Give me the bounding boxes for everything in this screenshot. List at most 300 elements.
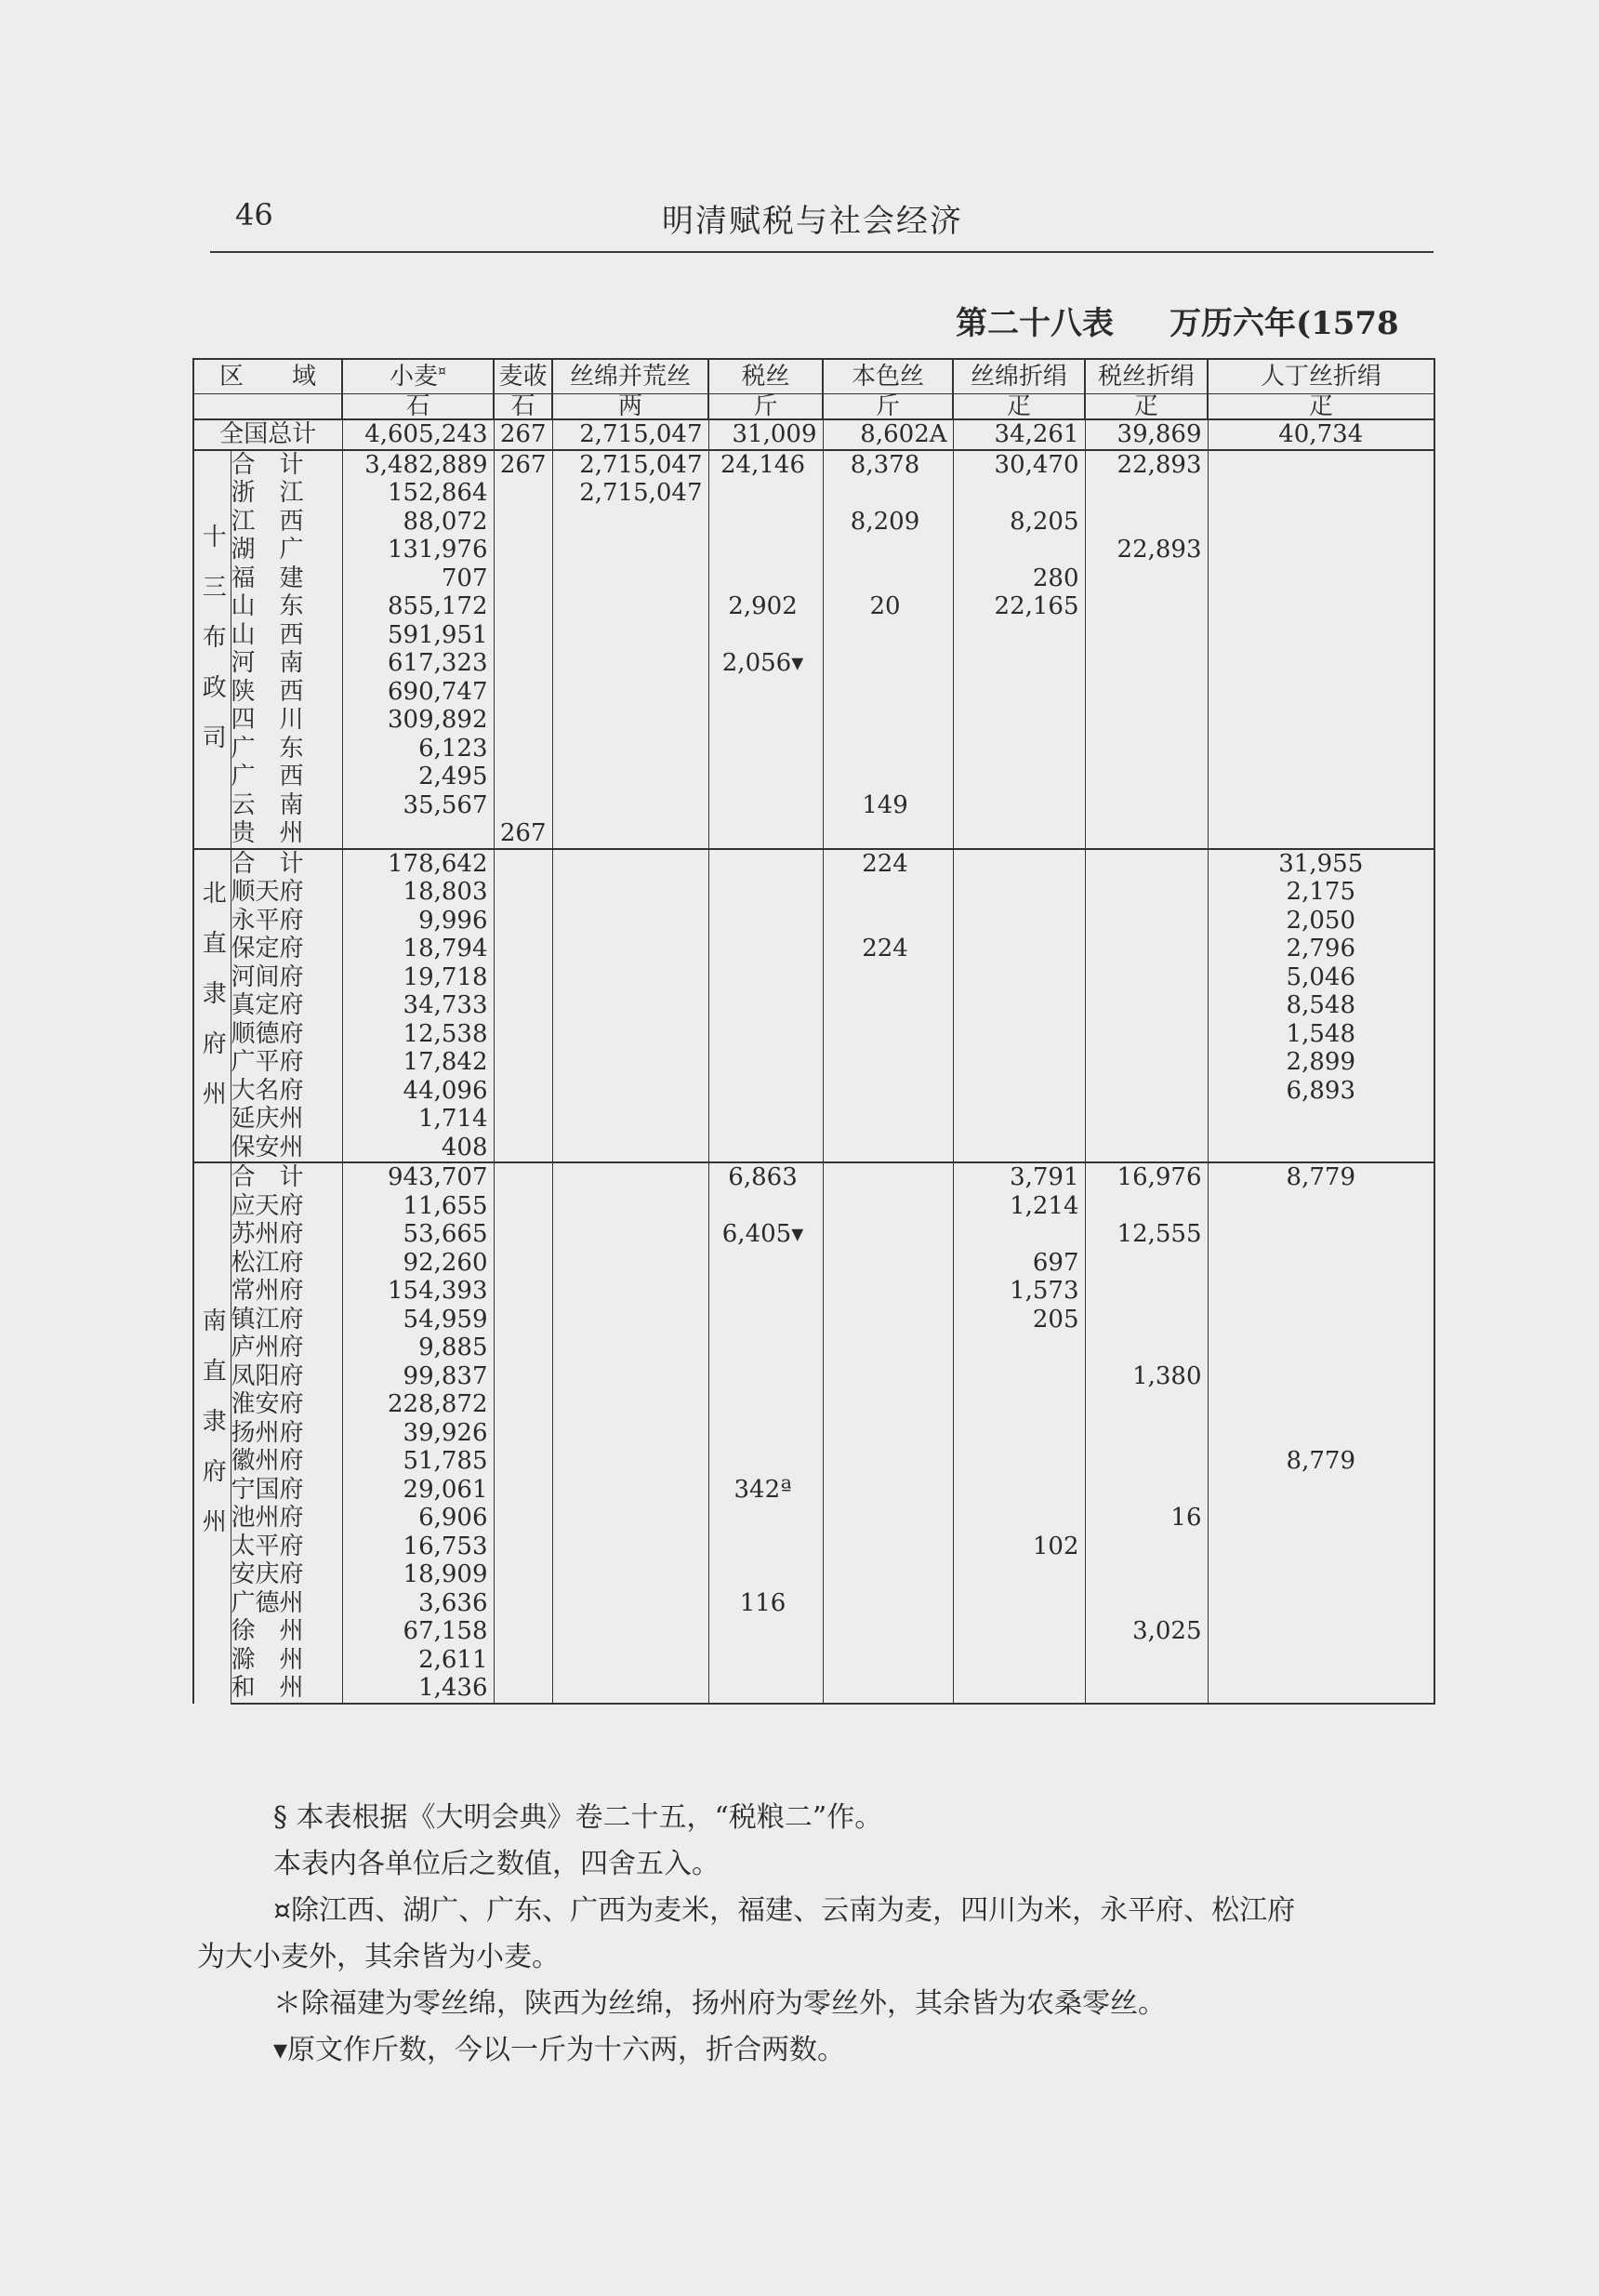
- table-cell: [1085, 1533, 1208, 1561]
- table-cell: [1208, 1560, 1434, 1589]
- table-cell: [552, 1533, 708, 1561]
- table-cell: [1208, 479, 1434, 508]
- table-cell: [823, 1249, 953, 1278]
- table-cell: [708, 1674, 823, 1704]
- table-cell: [953, 991, 1085, 1020]
- table-cell: [552, 1077, 708, 1106]
- table-cell: [1208, 536, 1434, 564]
- table-cell: [1208, 621, 1434, 650]
- region-name: 云 南: [231, 791, 342, 820]
- table-cell: [494, 1533, 552, 1561]
- table-cell: 8,602A: [823, 419, 953, 450]
- table-cell: [823, 564, 953, 593]
- table-cell: [1085, 878, 1208, 907]
- table-cell: [552, 1306, 708, 1334]
- table-cell: [953, 621, 1085, 650]
- table-cell: [1085, 1105, 1208, 1134]
- region-name: 延庆州: [231, 1105, 342, 1134]
- footnote-wheat: ¤除江西、湖广、广东、广西为麦米，福建、云南为麦，四川为米，永平府、松江府: [273, 1894, 1296, 1927]
- table-row: [193, 878, 1434, 907]
- table-cell: 18,794: [342, 935, 494, 963]
- table-cell: [552, 706, 708, 735]
- table-cell: [494, 1277, 552, 1306]
- table-cell: [1208, 706, 1434, 735]
- national-total-label: 全国总计: [193, 419, 342, 450]
- region-name: 四 川: [231, 706, 342, 735]
- table-cell: 2,495: [342, 763, 494, 791]
- table-cell: [823, 907, 953, 936]
- table-cell: [708, 1249, 823, 1278]
- table-cell: [823, 1589, 953, 1618]
- table-cell: [1085, 1419, 1208, 1448]
- region-name: 常州府: [231, 1277, 342, 1306]
- table-cell: [708, 763, 823, 791]
- table-cell: [953, 1134, 1085, 1163]
- table-cell: [1208, 1617, 1434, 1646]
- table-cell: 53,665: [342, 1220, 494, 1249]
- unit-capitation-silk: 疋: [1208, 394, 1434, 420]
- table-cell: 39,926: [342, 1419, 494, 1448]
- table-row: [193, 508, 1434, 537]
- table-cell: [494, 1020, 552, 1049]
- table-cell: [1208, 1362, 1434, 1391]
- table-cell: [494, 1105, 552, 1134]
- table-cell: 39,869: [1085, 419, 1208, 450]
- table-cell: [552, 1192, 708, 1221]
- table-cell: [823, 649, 953, 678]
- table-cell: 22,165: [953, 592, 1085, 621]
- table-row: [193, 1504, 1434, 1533]
- region-name: 松江府: [231, 1249, 342, 1278]
- table-cell: [823, 706, 953, 735]
- table-cell: [1208, 1419, 1434, 1448]
- table-cell: [494, 564, 552, 593]
- table-cell: [953, 479, 1085, 508]
- table-cell: 16,976: [1085, 1162, 1208, 1192]
- region-name: 合 计: [231, 1162, 342, 1192]
- table-cell: [823, 1447, 953, 1476]
- table-cell: [1208, 1249, 1434, 1278]
- table-cell: 690,747: [342, 678, 494, 707]
- table-cell: 30,470: [953, 450, 1085, 480]
- table-cell: [494, 1162, 552, 1192]
- table-cell: [1085, 1048, 1208, 1077]
- table-row: [193, 1476, 1434, 1505]
- region-name: 苏州府: [231, 1220, 342, 1249]
- table-cell: [494, 592, 552, 621]
- table-cell: 1,380: [1085, 1362, 1208, 1391]
- table-cell: [953, 1674, 1085, 1704]
- table-cell: [494, 678, 552, 707]
- col-header-floss-to-cloth: 丝绵折绢: [953, 359, 1085, 394]
- table-cell: 1,214: [953, 1192, 1085, 1221]
- table-row: [193, 1617, 1434, 1646]
- table-cell: [552, 564, 708, 593]
- col-header-buckwheat: 麦荍: [494, 359, 552, 394]
- table-cell: [1085, 1447, 1208, 1476]
- table-cell: [708, 1504, 823, 1533]
- table-cell: 9,996: [342, 907, 494, 936]
- region-name: 滁 州: [231, 1646, 342, 1675]
- table-cell: [823, 1419, 953, 1448]
- table-cell: 267: [494, 419, 552, 450]
- table-cell: [708, 1533, 823, 1561]
- table-cell: 5,046: [1208, 963, 1434, 992]
- table-cell: 707: [342, 564, 494, 593]
- table-row: [193, 1390, 1434, 1419]
- table-cell: 18,909: [342, 1560, 494, 1589]
- unit-buckwheat: 石: [494, 394, 552, 420]
- table-cell: [823, 819, 953, 849]
- region-name: 池州府: [231, 1504, 342, 1533]
- region-name: 江 西: [231, 508, 342, 537]
- table-cell: [823, 1192, 953, 1221]
- table-cell: [708, 536, 823, 564]
- table-cell: [708, 991, 823, 1020]
- table-cell: 2,902: [708, 592, 823, 621]
- table-cell: [1085, 1306, 1208, 1334]
- table-cell: [494, 878, 552, 907]
- region-name: 山 东: [231, 592, 342, 621]
- table-cell: 2,715,047: [552, 419, 708, 450]
- table-cell: 591,951: [342, 621, 494, 650]
- col-header-native-silk: 本色丝: [823, 359, 953, 394]
- table-cell: 943,707: [342, 1162, 494, 1192]
- group-label: 十三布政司: [193, 450, 231, 849]
- table-cell: [953, 1476, 1085, 1505]
- table-cell: [953, 1560, 1085, 1589]
- table-cell: [708, 849, 823, 879]
- table-cell: 102: [953, 1533, 1085, 1561]
- table-cell: 54,959: [342, 1306, 494, 1334]
- region-name: 合 计: [231, 450, 342, 480]
- table-cell: 280: [953, 564, 1085, 593]
- table-cell: [552, 536, 708, 564]
- table-cell: [494, 706, 552, 735]
- table-cell: [823, 621, 953, 650]
- table-cell: [1208, 1390, 1434, 1419]
- table-cell: [823, 1077, 953, 1106]
- table-cell: [494, 1306, 552, 1334]
- table-cell: [552, 1249, 708, 1278]
- table-cell: [708, 1277, 823, 1306]
- table-cell: 16: [1085, 1504, 1208, 1533]
- region-name: 真定府: [231, 991, 342, 1020]
- table-row: [193, 1533, 1434, 1561]
- table-cell: [953, 1504, 1085, 1533]
- table-cell: [1208, 1476, 1434, 1505]
- table-cell: [552, 735, 708, 763]
- region-name: 广 西: [231, 763, 342, 791]
- table-row: [193, 1105, 1434, 1134]
- table-cell: [823, 479, 953, 508]
- region-name: 浙 江: [231, 479, 342, 508]
- table-title: [956, 298, 1399, 343]
- table-cell: [708, 1077, 823, 1106]
- table-cell: [823, 763, 953, 791]
- table-row: [193, 991, 1434, 1020]
- table-cell: 8,205: [953, 508, 1085, 537]
- table-cell: [494, 1476, 552, 1505]
- region-name: 合 计: [231, 849, 342, 879]
- table-row: [193, 1674, 1434, 1704]
- region-name: 大名府: [231, 1077, 342, 1106]
- table-cell: 8,548: [1208, 991, 1434, 1020]
- table-cell: [1208, 1277, 1434, 1306]
- unit-tax-silk: 斤: [708, 394, 823, 420]
- table-cell: [494, 508, 552, 537]
- table-cell: [953, 763, 1085, 791]
- table-cell: [494, 1617, 552, 1646]
- table-cell: [1208, 1504, 1434, 1533]
- table-cell: [552, 1447, 708, 1476]
- table-cell: [953, 1105, 1085, 1134]
- table-cell: [1085, 849, 1208, 879]
- region-name: 徐 州: [231, 1617, 342, 1646]
- running-title: 明清赋税与社会经济: [662, 203, 963, 240]
- table-cell: [494, 791, 552, 820]
- table-cell: [494, 1362, 552, 1391]
- footnote-source: § 本表根据《大明会典》卷二十五，“税粮二”作。: [273, 1801, 883, 1834]
- table-cell: [823, 1220, 953, 1249]
- table-cell: [708, 1419, 823, 1448]
- table-cell: [1085, 1589, 1208, 1618]
- region-name: 应天府: [231, 1192, 342, 1221]
- tax-table: [192, 358, 1435, 1705]
- table-row: [193, 1077, 1434, 1106]
- table-cell: 2,175: [1208, 878, 1434, 907]
- table-cell: 1,714: [342, 1105, 494, 1134]
- table-cell: [953, 706, 1085, 735]
- table-cell: [953, 907, 1085, 936]
- table-cell: [708, 1447, 823, 1476]
- table-cell: [823, 1306, 953, 1334]
- table-cell: [823, 1105, 953, 1134]
- table-cell: [1208, 649, 1434, 678]
- subtotal-row: [193, 450, 1434, 480]
- table-cell: 31,955: [1208, 849, 1434, 879]
- region-name: 庐州府: [231, 1334, 342, 1362]
- table-row: [193, 1020, 1434, 1049]
- table-cell: [494, 1646, 552, 1675]
- table-cell: [708, 706, 823, 735]
- table-cell: 131,976: [342, 536, 494, 564]
- table-cell: 154,393: [342, 1277, 494, 1306]
- table-row: [193, 907, 1434, 936]
- table-cell: [1085, 907, 1208, 936]
- table-cell: [552, 1105, 708, 1134]
- group-label: 北直隶府州: [193, 849, 231, 1163]
- table-cell: [494, 935, 552, 963]
- table-cell: [1208, 1220, 1434, 1249]
- table-cell: 8,378: [823, 450, 953, 480]
- table-cell: [953, 849, 1085, 879]
- table-row: [193, 1134, 1434, 1163]
- table-cell: 92,260: [342, 1249, 494, 1278]
- table-cell: 34,733: [342, 991, 494, 1020]
- table-cell: [552, 1560, 708, 1589]
- table-row: [193, 735, 1434, 763]
- region-name: 广平府: [231, 1048, 342, 1077]
- col-header-tax-silk: 税丝: [708, 359, 823, 394]
- table-cell: 2,611: [342, 1646, 494, 1675]
- table-cell: 8,209: [823, 508, 953, 537]
- table-cell: 6,123: [342, 735, 494, 763]
- table-cell: 116: [708, 1589, 823, 1618]
- table-cell: [1208, 1646, 1434, 1675]
- table-cell: 2,796: [1208, 935, 1434, 963]
- table-cell: [953, 536, 1085, 564]
- region-name: 顺天府: [231, 878, 342, 907]
- table-cell: [1208, 1192, 1434, 1221]
- table-cell: 35,567: [342, 791, 494, 820]
- table-cell: [1085, 819, 1208, 849]
- table-cell: [1085, 649, 1208, 678]
- table-cell: 19,718: [342, 963, 494, 992]
- table-cell: [823, 735, 953, 763]
- table-cell: [552, 649, 708, 678]
- table-cell: 697: [953, 1249, 1085, 1278]
- region-name: 淮安府: [231, 1390, 342, 1419]
- table-cell: 228,872: [342, 1390, 494, 1419]
- table-row: [193, 763, 1434, 791]
- header-row: [193, 359, 1434, 394]
- table-cell: [708, 1105, 823, 1134]
- table-cell: [708, 878, 823, 907]
- table-cell: 51,785: [342, 1447, 494, 1476]
- table-cell: [953, 878, 1085, 907]
- table-cell: [953, 791, 1085, 820]
- table-cell: [823, 1504, 953, 1533]
- table-number: 第二十八表: [956, 305, 1114, 342]
- region-name: 广德州: [231, 1589, 342, 1618]
- footnote-silk: ＊除福建为零丝绵，陕西为丝绵，扬州府为零丝外，其余皆为农桑零丝。: [273, 1987, 1166, 2020]
- table-cell: [552, 1362, 708, 1391]
- table-cell: [1085, 479, 1208, 508]
- table-row: [193, 1306, 1434, 1334]
- table-cell: [552, 592, 708, 621]
- table-cell: [1085, 1560, 1208, 1589]
- table-cell: [552, 1334, 708, 1362]
- table-cell: [1085, 564, 1208, 593]
- region-name: 顺德府: [231, 1020, 342, 1049]
- unit-region: [193, 394, 342, 420]
- table-cell: [552, 849, 708, 879]
- table-cell: [823, 1334, 953, 1362]
- table-cell: [708, 621, 823, 650]
- table-cell: [1085, 1674, 1208, 1704]
- table-cell: [953, 1419, 1085, 1448]
- table-cell: [552, 1646, 708, 1675]
- table-cell: [1208, 1306, 1434, 1334]
- table-cell: [708, 935, 823, 963]
- table-cell: [1085, 1192, 1208, 1221]
- table-row: [193, 1560, 1434, 1589]
- subtotal-row: [193, 849, 1434, 879]
- region-name: 福 建: [231, 564, 342, 593]
- table-row: [193, 1646, 1434, 1675]
- table-cell: [552, 819, 708, 849]
- table-cell: [823, 1277, 953, 1306]
- table-cell: [1085, 1390, 1208, 1419]
- table-row: [193, 1048, 1434, 1077]
- table-cell: [494, 1447, 552, 1476]
- table-cell: [1208, 1334, 1434, 1362]
- table-cell: [552, 963, 708, 992]
- table-cell: [494, 536, 552, 564]
- footnotes: [197, 1795, 1434, 2074]
- tax-table-wrapper: [192, 358, 1434, 1705]
- table-cell: [494, 1220, 552, 1249]
- table-cell: 3,482,889: [342, 450, 494, 480]
- header-rule: [210, 251, 1434, 253]
- region-name: 扬州府: [231, 1419, 342, 1448]
- table-cell: [823, 1362, 953, 1391]
- table-cell: 617,323: [342, 649, 494, 678]
- table-row: [193, 678, 1434, 707]
- table-cell: [552, 1162, 708, 1192]
- table-cell: [823, 1020, 953, 1049]
- table-cell: [494, 479, 552, 508]
- region-name: 河间府: [231, 963, 342, 992]
- table-cell: [494, 735, 552, 763]
- table-cell: [953, 1220, 1085, 1249]
- table-row: [193, 1192, 1434, 1221]
- table-cell: [953, 963, 1085, 992]
- table-cell: [1085, 1476, 1208, 1505]
- table-cell: 6,863: [708, 1162, 823, 1192]
- unit-floss-to-cloth: 疋: [953, 394, 1085, 420]
- table-row: [193, 649, 1434, 678]
- table-cell: 22,893: [1085, 536, 1208, 564]
- table-cell: 1,436: [342, 1674, 494, 1704]
- table-row: [193, 621, 1434, 650]
- table-cell: [708, 1362, 823, 1391]
- table-cell: 3,636: [342, 1589, 494, 1618]
- table-cell: 12,555: [1085, 1220, 1208, 1249]
- table-cell: [953, 935, 1085, 963]
- table-cell: [823, 678, 953, 707]
- table-cell: [823, 1533, 953, 1561]
- table-cell: [953, 1020, 1085, 1049]
- table-cell: [708, 819, 823, 849]
- table-cell: [494, 1048, 552, 1077]
- table-row: [193, 819, 1434, 849]
- table-row: [193, 1334, 1434, 1362]
- table-cell: 6,405▾: [708, 1220, 823, 1249]
- table-cell: 4,605,243: [342, 419, 494, 450]
- table-cell: 8,779: [1208, 1447, 1434, 1476]
- table-cell: [494, 763, 552, 791]
- table-cell: [1085, 1334, 1208, 1362]
- table-cell: [1085, 508, 1208, 537]
- region-name: 广 东: [231, 735, 342, 763]
- table-cell: [1208, 508, 1434, 537]
- table-cell: [823, 1646, 953, 1675]
- national-total-row: [193, 419, 1434, 450]
- table-cell: [552, 1134, 708, 1163]
- table-cell: 2,715,047: [552, 479, 708, 508]
- table-cell: 11,655: [342, 1192, 494, 1221]
- table-cell: 267: [494, 450, 552, 480]
- table-cell: 88,072: [342, 508, 494, 537]
- table-cell: [494, 1077, 552, 1106]
- units-row: [193, 394, 1434, 420]
- table-cell: 2,050: [1208, 907, 1434, 936]
- table-cell: [494, 991, 552, 1020]
- table-cell: [708, 564, 823, 593]
- table-row: [193, 1362, 1434, 1391]
